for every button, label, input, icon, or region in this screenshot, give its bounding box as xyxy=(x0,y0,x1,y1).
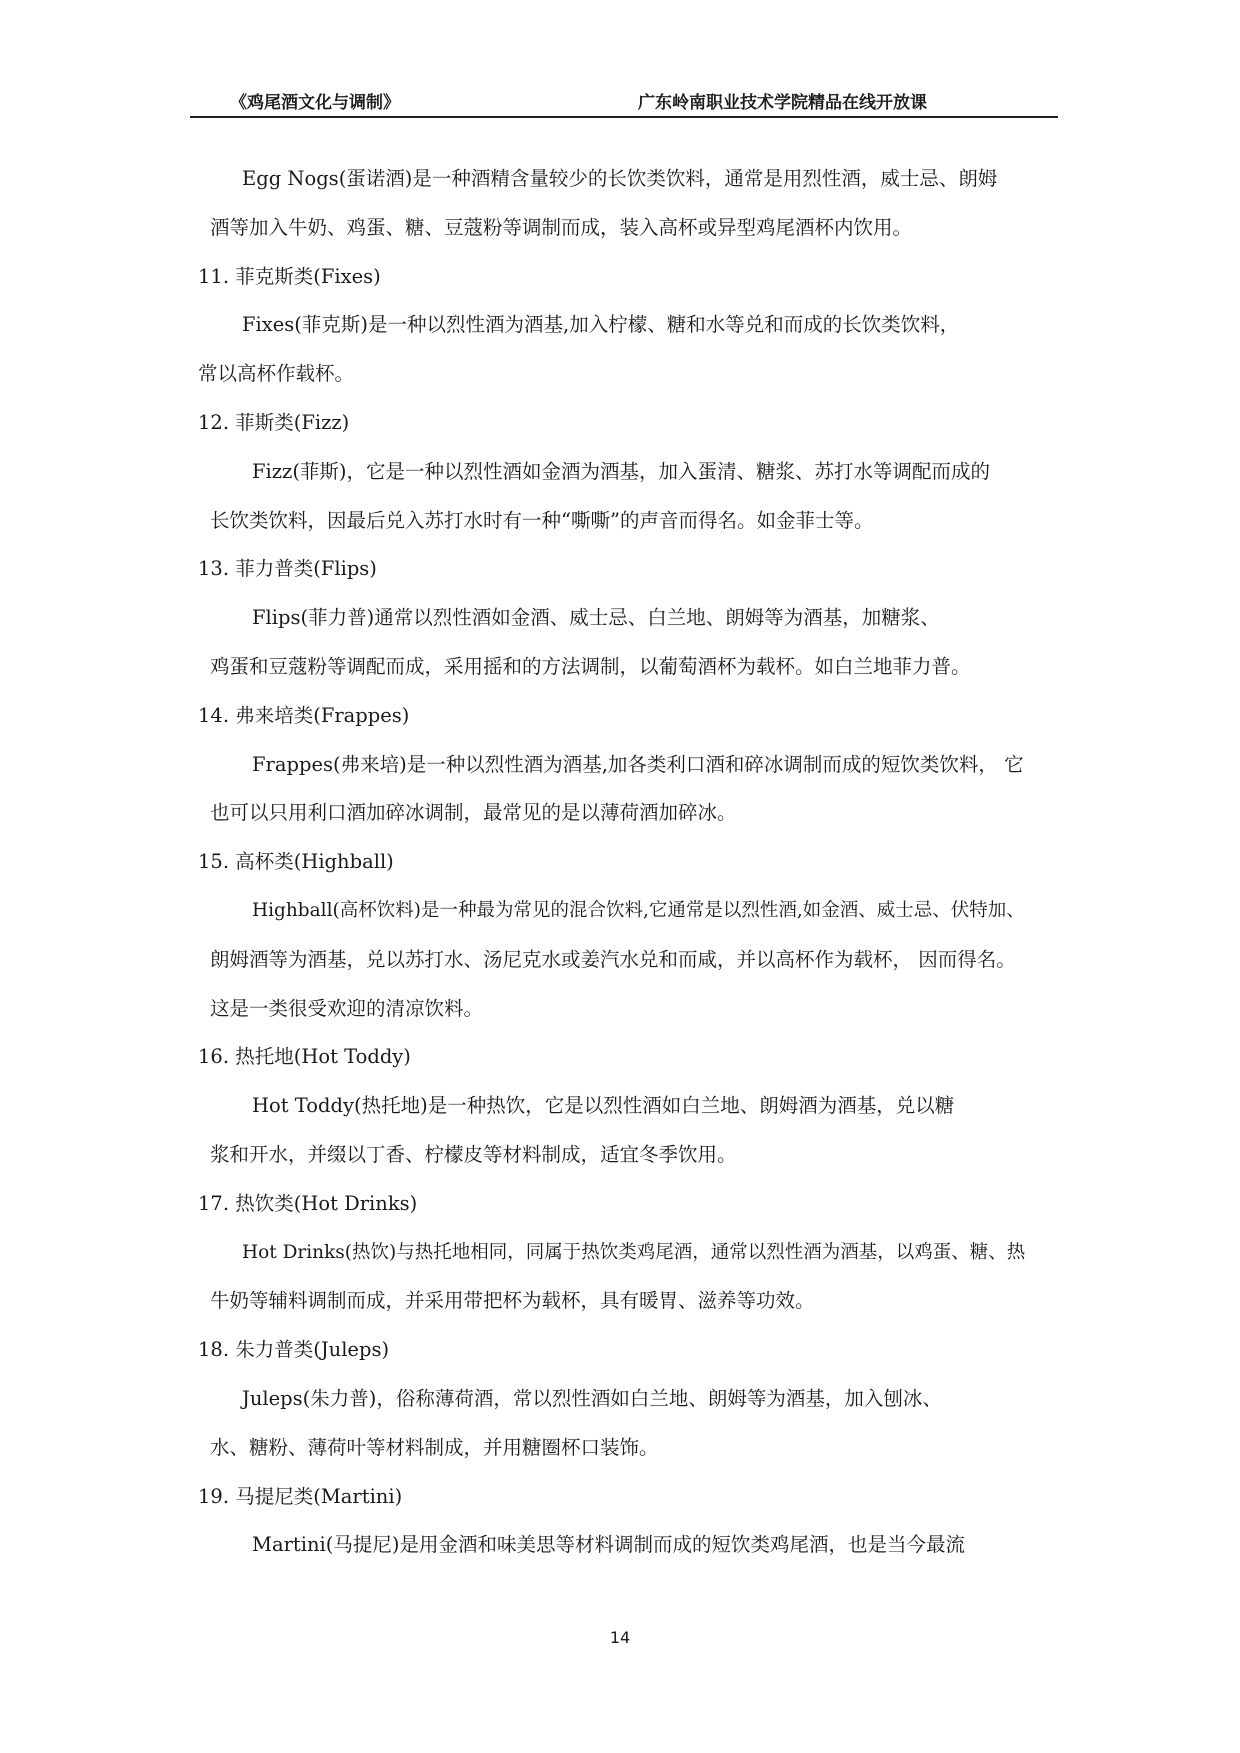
paragraph-line: 牛奶等辅料调制而成，并采用带把杯为载杯，具有暖胃、滋养等功效。 xyxy=(210,1289,815,1313)
paragraph-line: Hot Toddy(热托地)是一种热饮，它是以烈性酒如白兰地、朗姆酒为酒基，兑以糖 xyxy=(252,1094,955,1118)
paragraph-line: 朗姆酒等为酒基，兑以苏打水、汤尼克水或姜汽水兑和而咸，并以高杯作为载杯， 因而得名。 xyxy=(210,947,1016,971)
paragraph-line: 酒等加入牛奶、鸡蛋、糖、豆蔻粉等调制而成，装入高杯或异型鸡尾酒杯内饮用。 xyxy=(210,215,913,239)
section-heading: 14. 弗来培类(Frappes) xyxy=(198,703,410,727)
paragraph-line: Martini(马提尼)是用金酒和味美思等材料调制而成的短饮类鸡尾酒，也是当今最流 xyxy=(252,1533,965,1557)
paragraph-line: 浆和开水，并缀以丁香、柠檬皮等材料制成，适宜冬季饮用。 xyxy=(210,1142,737,1166)
page-number: 14 xyxy=(609,1628,631,1647)
paragraph-line: Fizz(菲斯)，它是一种以烈性酒如金酒为酒基，加入蛋清、糖浆、苏打水等调配而成的 xyxy=(252,459,991,483)
paragraph-line: Juleps(朱力普)，俗称薄荷酒，常以烈性酒如白兰地、朗姆等为酒基，加入刨冰、 xyxy=(242,1386,942,1410)
paragraph-line: 常以高杯作载杯。 xyxy=(198,362,355,386)
section-heading: 13. 菲力普类(Flips) xyxy=(198,557,377,581)
paragraph-line: 鸡蛋和豆蔻粉等调配而成，采用摇和的方法调制，以葡萄酒杯为载杯。如白兰地菲力普。 xyxy=(210,654,971,678)
section-heading: 16. 热托地(Hot Toddy) xyxy=(198,1045,411,1069)
paragraph-line: Egg Nogs(蛋诺酒)是一种酒精含量较少的长饮类饮料，通常是用烈性酒，威士忌、朗姆 xyxy=(242,167,998,190)
paragraph-line: 长饮类饮料，因最后兑入苏打水时有一种“嘶嘶”的声音而得名。如金菲士等。 xyxy=(210,508,874,532)
section-heading: 17. 热饮类(Hot Drinks) xyxy=(198,1191,418,1215)
section-heading: 18. 朱力普类(Juleps) xyxy=(198,1338,390,1362)
section-heading: 15. 高杯类(Highball) xyxy=(198,850,394,874)
section-heading: 12. 菲斯类(Fizz) xyxy=(198,410,350,434)
header-institution: 广东岭南职业技术学院精品在线开放课 xyxy=(638,93,927,113)
section-heading: 19. 马提尼类(Martini) xyxy=(198,1484,403,1508)
page-header xyxy=(190,84,1058,118)
paragraph-line: Hot Drinks(热饮)与热托地相同，同属于热饮类鸡尾酒，通常以烈性酒为酒基，以鸡蛋、糖、热 xyxy=(242,1241,1026,1263)
paragraph-line: Highball(高杯饮料)是一种最为常见的混合饮料,它通常是以烈性酒,如金酒、威士忌、伏特加、 xyxy=(252,899,1025,921)
section-heading: 11. 菲克斯类(Fixes) xyxy=(198,264,381,288)
header-course-title: 《鸡尾酒文化与调制》 xyxy=(230,93,400,113)
paragraph-line: Flips(菲力普)通常以烈性酒如金酒、威士忌、白兰地、朗姆等为酒基，加糖浆、 xyxy=(252,606,940,630)
body-text xyxy=(198,155,1038,1570)
paragraph-line: 水、糖粉、薄荷叶等材料制成，并用糖圈杯口装饰。 xyxy=(210,1435,659,1459)
paragraph-line: 也可以只用利口酒加碎冰调制，最常见的是以薄荷酒加碎冰。 xyxy=(210,801,737,825)
paragraph-line: 这是一类很受欢迎的清凉饮料。 xyxy=(210,996,484,1020)
paragraph-line: Fixes(菲克斯)是一种以烈性酒为酒基,加入柠檬、糖和水等兑和而成的长饮类饮料， xyxy=(242,313,960,337)
paragraph-line: Frappes(弗来培)是一种以烈性酒为酒基,加各类利口酒和碎冰调制而成的短饮类饮料， 它 xyxy=(252,752,1024,776)
